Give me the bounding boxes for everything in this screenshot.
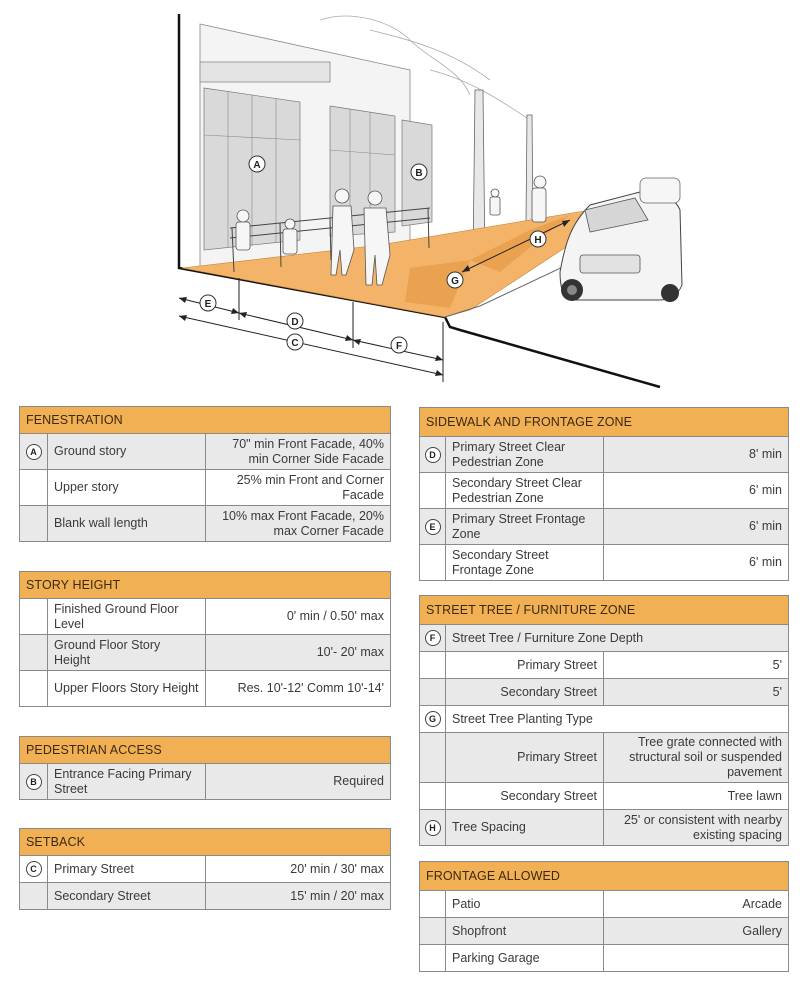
row-value: 15' min / 20' max (206, 883, 391, 910)
row-label: Secondary Street (48, 883, 206, 910)
svg-text:F: F (395, 341, 403, 352)
label-d-icon (287, 313, 303, 329)
setback-table (19, 828, 391, 910)
row-label: Upper Floors Story Height (48, 671, 206, 707)
label-g-icon (447, 272, 463, 288)
svg-text:C: C (291, 338, 299, 349)
row-value: 5' (604, 679, 789, 706)
story-height-table (19, 571, 391, 707)
row-label: Primary Street (446, 733, 604, 783)
label-c-icon (287, 334, 303, 350)
label-b-icon: B (26, 774, 42, 790)
label-f-icon: F (425, 630, 441, 646)
label-a-icon (249, 156, 265, 172)
svg-text:D: D (291, 317, 299, 328)
row-label: Ground story (48, 434, 206, 470)
row-label: Secondary Street Frontage Zone (446, 545, 604, 581)
fenestration-title: FENESTRATION (20, 407, 391, 434)
row-label: Primary Street Clear Pedestrian Zone (446, 437, 604, 473)
row-label: Blank wall length (48, 506, 206, 542)
svg-text:A: A (253, 160, 261, 171)
streetscape-illustration (170, 10, 685, 390)
street-tree-table (419, 595, 789, 846)
row-value: Res. 10'-12' Comm 10'-14' (206, 671, 391, 707)
row-value: 5' (604, 652, 789, 679)
pedestrian-access-title: PEDESTRIAN ACCESS (20, 737, 391, 764)
row-label: Primary Street (48, 856, 206, 883)
frontage-allowed-title: FRONTAGE ALLOWED (420, 862, 789, 891)
frontage-type: Gallery (604, 918, 789, 945)
row-label: Street Tree Planting Type (446, 706, 789, 733)
frontage-type: Patio (446, 891, 604, 918)
svg-text:E: E (204, 299, 212, 310)
row-value: 0' min / 0.50' max (206, 599, 391, 635)
row-value: 10% max Front Facade, 20% max Corner Facade (206, 506, 391, 542)
row-label: Secondary Street Clear Pedestrian Zone (446, 473, 604, 509)
label-a-icon: A (26, 444, 42, 460)
frontage-type (604, 945, 789, 972)
row-label: Primary Street (446, 652, 604, 679)
row-value: 8' min (604, 437, 789, 473)
fenestration-table (19, 406, 391, 542)
row-value: 6' min (604, 545, 789, 581)
row-label: Entrance Facing Primary Street (48, 764, 206, 800)
row-label: Tree Spacing (446, 810, 604, 846)
frontage-type: Shopfront (446, 918, 604, 945)
setback-title: SETBACK (20, 829, 391, 856)
row-value: 20' min / 30' max (206, 856, 391, 883)
label-h-icon (530, 231, 546, 247)
label-c-icon: C (26, 861, 42, 877)
label-d-icon: D (425, 447, 441, 463)
row-value: Tree lawn (604, 783, 789, 810)
sidewalk-table (419, 407, 789, 581)
label-e-icon: E (425, 519, 441, 535)
frontage-type: Parking Garage (446, 945, 604, 972)
label-g-icon: G (425, 711, 441, 727)
row-label: Upper story (48, 470, 206, 506)
svg-text:G: G (451, 276, 459, 287)
story-height-title: STORY HEIGHT (20, 572, 391, 599)
street-tree-title: STREET TREE / FURNITURE ZONE (420, 596, 789, 625)
svg-text:H: H (534, 235, 542, 246)
frontage-allowed-table (419, 861, 789, 972)
sidewalk-title: SIDEWALK AND FRONTAGE ZONE (420, 408, 789, 437)
label-b-icon (411, 164, 427, 180)
row-label: Primary Street Frontage Zone (446, 509, 604, 545)
row-label: Street Tree / Furniture Zone Depth (446, 625, 789, 652)
row-value: Tree grate connected with structural soil or suspended pavement (604, 733, 789, 783)
frontage-type: Arcade (604, 891, 789, 918)
svg-text:B: B (415, 168, 423, 179)
row-value: 10'- 20' max (206, 635, 391, 671)
row-value: Required (206, 764, 391, 800)
pedestrian-access-table (19, 736, 391, 800)
row-value: 25% min Front and Corner Facade (206, 470, 391, 506)
label-f-icon (391, 337, 407, 353)
car-drawing (560, 192, 682, 302)
label-h-icon: H (425, 820, 441, 836)
row-label: Finished Ground Floor Level (48, 599, 206, 635)
row-value: 6' min (604, 509, 789, 545)
row-value: 70" min Front Facade, 40% min Corner Side Facade (206, 434, 391, 470)
row-label: Ground Floor Story Height (48, 635, 206, 671)
row-label: Secondary Street (446, 783, 604, 810)
label-e-icon (200, 295, 216, 311)
row-label: Secondary Street (446, 679, 604, 706)
row-value: 6' min (604, 473, 789, 509)
row-value: 25' or consistent with nearby existing spacing (604, 810, 789, 846)
